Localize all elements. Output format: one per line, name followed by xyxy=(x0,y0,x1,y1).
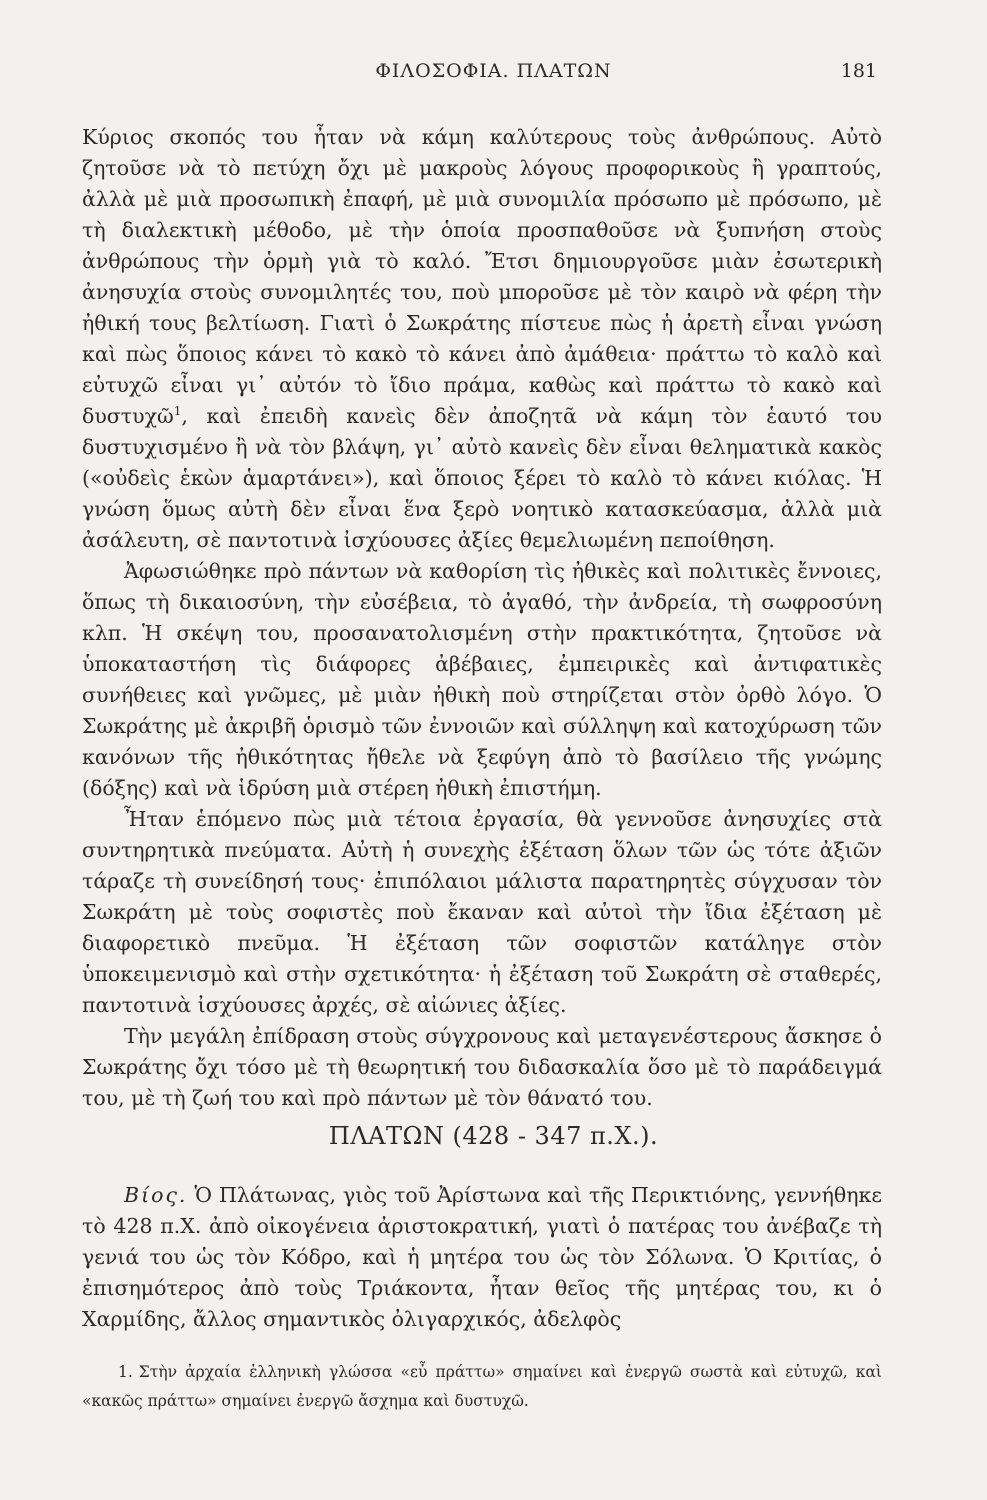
paragraph-2: Ἀφωσιώθηκε πρὸ πάντων νὰ καθορίση τὶς ἠθικὲς καὶ πολιτικὲς ἔννοιες, ὅπως τὴ δικαιοσύνη, τὴν εὐσέβεια, τὸ ἀγαθό, τὴν ἀνδρεία, τὴ σωφροσύνη κλπ. Ἡ σκέψη του, προσανατολισμένη στὴν πρακτικότητα, ζητοῦσε νὰ ὑποκαταστήση τὶς διάφορες ἀβέβαιες, ἐμπειρικὲς καὶ ἀντιφατικὲς συνήθειες καὶ γνῶμες, μὲ μιὰν ἠθικὴ ποὺ στηρίζεται στὸν ὀρθὸ λόγο. Ὁ Σωκράτης μὲ ἀκριβῆ ὁρισμὸ τῶν ἐννοιῶν καὶ σύλληψη καὶ κατοχύρωση τῶν κανόνων τῆς ἠθικότητας ἤθελε νὰ ξεφύγη ἀπὸ τὸ βασίλειο τῆς γνώμης (δόξης) καὶ νὰ ἱδρύση μιὰ στέρεη ἠθικὴ ἐπιστήμη. xyxy=(82,559,882,800)
footnote-text: Στὴν ἀρχαία ἑλληνικὴ γλώσσα «εὖ πράττω» σημαίνει καὶ ἐνεργῶ σωστὰ καὶ εὐτυχῶ, καὶ «κακῶς πράττω» σημαίνει ἐνεργῶ ἄσχημα καὶ δυστυχῶ. xyxy=(82,1363,882,1410)
page-number: 181 xyxy=(840,60,877,82)
paragraph-1 xyxy=(82,122,882,556)
running-title: ΦΙΛΟΣΟΦΙΑ. ΠΛΑΤΩΝ xyxy=(375,60,612,82)
footnote xyxy=(82,1358,882,1416)
plato-text xyxy=(82,1180,882,1335)
plato-paragraph-text: Ὁ Πλάτωνας, γιὸς τοῦ Ἀρίστωνα καὶ τῆς Περικτιόνης, γεννήθηκε τὸ 428 π.Χ. ἀπὸ οἰκογένεια ἀριστοκρατική, γιατὶ ὁ πατέρας του ἀνέβαζε τὴ γενιά του ὡς τὸν Κόδρο, καὶ ἡ μητέρα του ὡς τὸν Σόλωνα. Ὁ Κριτίας, ὁ ἐπισημότερος ἀπὸ τοὺς Τριάκοντα, ἦταν θεῖος τῆς μητέρας του, κι ὁ Χαρμίδης, ἄλλος σημαντικὸς ὀλιγαρχικός, ἀδελφὸς xyxy=(82,1183,882,1331)
section-heading: ΠΛΑΤΩΝ (428 - 347 π.Χ.). xyxy=(328,1122,659,1150)
socrates-text xyxy=(82,122,882,1114)
paragraph-3: Ἦταν ἑπόμενο πὼς μιὰ τέτοια ἐργασία, θὰ γεννοῦσε ἀνησυχίες στὰ συντηρητικὰ πνεύματα. Αὐτὴ ἡ συνεχὴς ἐξέταση ὅλων τῶν ὡς τότε ἀξιῶν τάραζε τὴ συνείδησή τους· ἐπιπόλαιοι μάλιστα παρατηρητὲς σύγχυσαν τὸν Σωκράτη μὲ τοὺς σοφιστὲς ποὺ ἔκαναν καὶ αὐτοὶ τὴν ἴδια ἐξέταση μὲ διαφορετικὸ πνεῦμα. Ἡ ἐξέταση τῶν σοφιστῶν κατάληγε στὸν ὑποκειμενισμὸ καὶ στὴν σχετικότητα· ἡ ἐξέταση τοῦ Σωκράτη σὲ σταθερές, παντοτινὰ ἰσχύουσες ἀρχές, σὲ αἰώνιες ἀξίες. xyxy=(82,807,882,1017)
paragraph-1-text: Κύριος σκοπός του ἦταν νὰ κάμη καλύτερους τοὺς ἀνθρώπους. Αὐτὸ ζητοῦσε νὰ τὸ πετύχη ὄχι μὲ μακροὺς λόγους προφορικοὺς ἢ γραπτούς, ἀλλὰ μὲ μιὰ προσωπικὴ ἐπαφή, μὲ μιὰ συνομιλία πρόσωπο μὲ πρόσωπο, μὲ τὴ διαλεκτικὴ μέθοδο, μὲ τὴν ὁποία προσπαθοῦσε νὰ ξυπνήση στοὺς ἀνθρώπους τὴν ὁρμὴ γιὰ τὸ καλό. Ἔτσι δημιουργοῦσε μιὰν ἐσωτερικὴ ἀνησυχία στοὺς συνομιλητές του, ποὺ μποροῦσε μὲ τὸν καιρὸ νὰ φέρη τὴν ἠθική τους βελτίωση. Γιατὶ ὁ Σωκράτης πίστευε πὼς ἡ ἀρετὴ εἶναι γνώση καὶ πὼς ὅποιος κάνει τὸ κακὸ τὸ κάνει ἀπὸ ἀμάθεια· πράττω τὸ καλὸ καὶ εὐτυχῶ εἶναι γι᾽ αὐτόν τὸ ἴδιο πράμα, καθὼς καὶ πράττω τὸ κακὸ καὶ δυστυχῶ xyxy=(82,125,882,428)
footnote-marker: 1. xyxy=(118,1363,133,1381)
footnote-reference: 1 xyxy=(173,404,182,419)
paragraph-1-continued: , καὶ ἐπειδὴ κανεὶς δὲν ἀποζητᾶ νὰ κάμη τὸν ἑαυτό του δυστυχισμένο ἢ νὰ τὸν βλάψη, γι᾽ αὐτὸ κανεὶς δὲν εἶναι θεληματικὰ κακὸς («οὐδεὶς ἑκὼν ἁμαρτάνει»), καὶ ὅποιος ξέρει τὸ καλὸ τὸ κάνει κιόλας. Ἡ γνώση ὅμως αὐτὴ δὲν εἶναι ἕνα ξερὸ νοητικὸ κατασκεύασμα, ἀλλὰ μιὰ ἀσάλευτη, σὲ παντοτινὰ ἰσχύουσες ἀξίες θεμελιωμένη πεποίθηση. xyxy=(82,404,882,552)
running-header xyxy=(0,60,987,90)
paragraph-4: Τὴν μεγάλη ἐπίδραση στοὺς σύγχρονους καὶ μεταγενέστερους ἄσκησε ὁ Σωκράτης ὄχι τόσο μὲ τὴ θεωρητική του διδασκαλία ὅσο μὲ τὸ παράδειγμά του, μὲ τὴ ζωή του καὶ πρὸ πάντων μὲ τὸν θάνατό του. xyxy=(82,1024,882,1110)
section-lead: Βίος. xyxy=(124,1183,188,1207)
plato-paragraph xyxy=(82,1180,882,1335)
